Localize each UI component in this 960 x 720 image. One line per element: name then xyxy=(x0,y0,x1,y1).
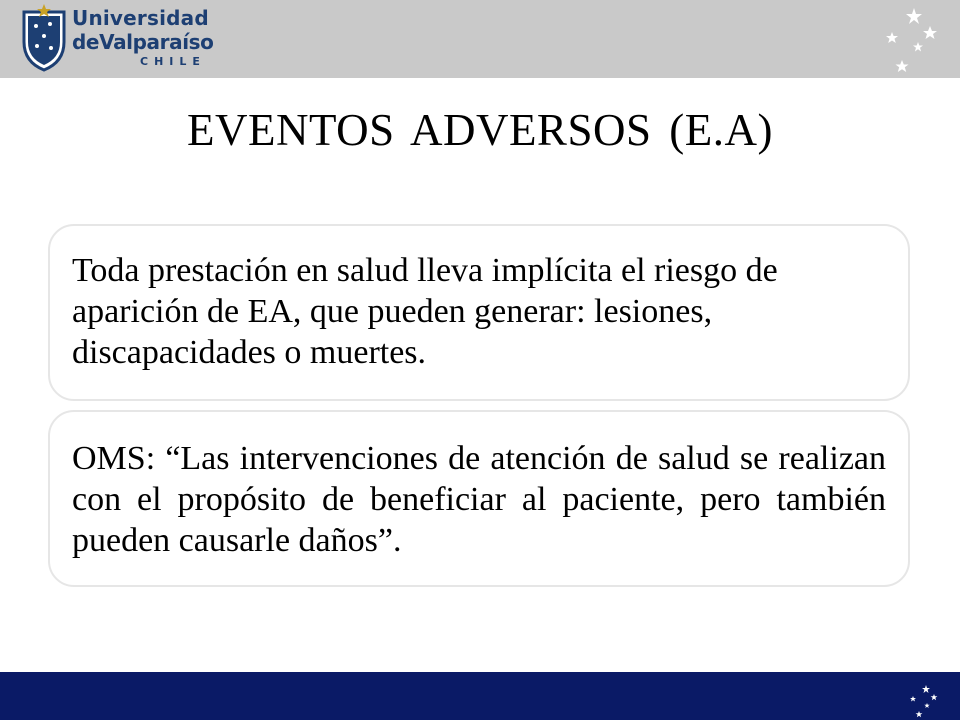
stars-constellation-icon xyxy=(878,6,948,76)
university-logo xyxy=(20,2,220,76)
content-box-2-text: OMS: “Las intervenciones de atención de salud se realizan con el propósito de beneficiar al paciente, pero también pueden causarle daños”. xyxy=(72,440,886,559)
slide-title: EVENTOS ADVERSOS (E.A) xyxy=(187,105,773,155)
header-band xyxy=(0,0,960,78)
stars-constellation-icon xyxy=(906,684,942,720)
logo-line-valparaiso: deValparaíso xyxy=(72,30,214,54)
content-box-1-text: Toda prestación en salud lleva implícita el riesgo de aparición de EA, que pueden generar: lesiones, discapacidades o muertes. xyxy=(72,252,778,371)
content-box-2 xyxy=(48,410,910,587)
content-box-1 xyxy=(48,224,910,401)
logo-line-universidad: Universidad xyxy=(72,6,209,30)
university-shield-icon xyxy=(20,2,68,72)
footer-band xyxy=(0,672,960,720)
logo-line-chile: CHILE xyxy=(140,55,206,68)
